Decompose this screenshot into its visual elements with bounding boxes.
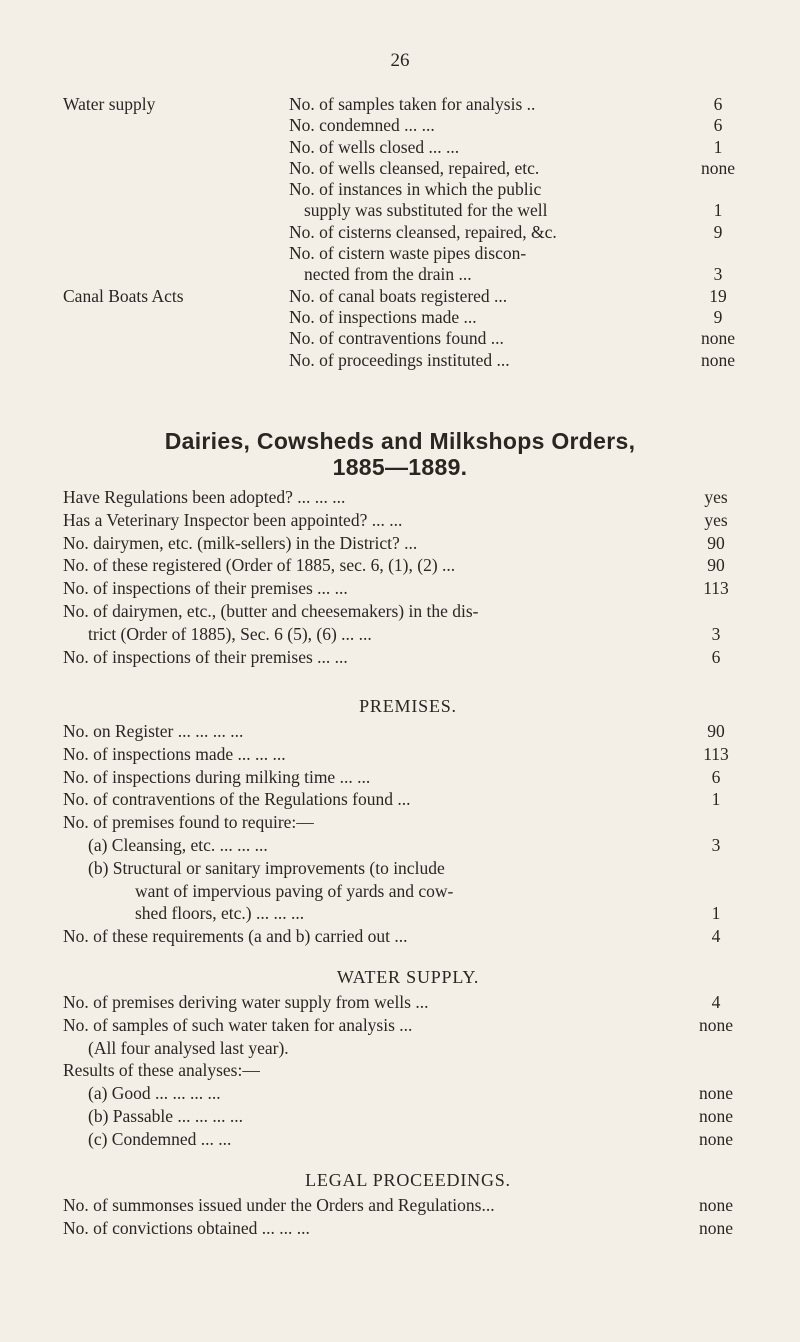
item-value: yes bbox=[704, 509, 728, 530]
item-text: trict (Order of 1885), Sec. 6 (5), (6) ... ... bbox=[88, 623, 372, 644]
legal-proceedings-section bbox=[63, 1166, 753, 1240]
row-value: 9 bbox=[713, 221, 723, 242]
item-text: No. of premises found to require:— bbox=[63, 812, 314, 833]
item-value: 90 bbox=[707, 721, 725, 741]
item-value: 4 bbox=[711, 992, 721, 1012]
table-row bbox=[63, 137, 753, 158]
item-text: No. of samples of such water taken for analysis ... bbox=[63, 1014, 413, 1035]
table-row bbox=[63, 158, 753, 179]
list-item bbox=[63, 925, 753, 948]
list-item bbox=[63, 532, 753, 555]
list-item bbox=[63, 720, 753, 743]
row-text: No. of canal boats registered ... bbox=[289, 285, 508, 306]
list-item bbox=[63, 646, 753, 669]
dairies-orders-title bbox=[70, 428, 730, 480]
list-item bbox=[63, 834, 753, 857]
list-item bbox=[63, 1059, 753, 1082]
item-value: 113 bbox=[703, 578, 729, 599]
item-text: (a) Good ... ... ... ... bbox=[88, 1083, 221, 1104]
row-value: none bbox=[700, 349, 736, 370]
dairies-title-line2: 1885—1889. bbox=[332, 454, 468, 480]
row-text: No. of cisterns cleansed, repaired, &c. bbox=[289, 221, 557, 242]
row-value: 3 bbox=[713, 264, 723, 285]
item-value: none bbox=[698, 1195, 734, 1215]
item-value: none bbox=[698, 1217, 734, 1238]
list-item bbox=[63, 1037, 753, 1060]
item-value: none bbox=[698, 1105, 734, 1126]
item-value: 6 bbox=[711, 646, 721, 667]
item-text: (a) Cleansing, etc. ... ... ... bbox=[88, 834, 268, 855]
table-row bbox=[63, 179, 753, 200]
table-row bbox=[63, 286, 753, 307]
water-supply-section bbox=[63, 963, 753, 1151]
list-item bbox=[63, 902, 753, 925]
item-value: 1 bbox=[711, 789, 721, 810]
item-text: No. of inspections of their premises ... ... bbox=[63, 646, 348, 667]
item-text: No. of contraventions of the Regulations found ... bbox=[63, 789, 411, 810]
row-value: none bbox=[700, 157, 736, 178]
item-value: none bbox=[698, 1014, 734, 1035]
dairies-rows bbox=[63, 486, 753, 668]
item-value: 3 bbox=[711, 623, 721, 644]
row-value: 1 bbox=[713, 136, 723, 157]
row-value: 6 bbox=[713, 115, 723, 136]
row-text: No. of inspections made ... bbox=[289, 306, 477, 327]
row-text: supply was substituted for the well bbox=[304, 200, 548, 221]
list-item bbox=[63, 486, 753, 509]
item-value: none bbox=[698, 1128, 734, 1149]
list-item bbox=[63, 1128, 753, 1151]
list-item bbox=[63, 509, 753, 532]
list-item bbox=[63, 788, 753, 811]
item-text: No. of these registered (Order of 1885, sec. 6, (1), (2) ... bbox=[63, 555, 456, 576]
item-text: (c) Condemned ... ... bbox=[88, 1128, 232, 1149]
row-category: Water supply bbox=[63, 94, 156, 114]
item-value: 4 bbox=[711, 926, 721, 947]
row-text: No. of samples taken for analysis .. bbox=[289, 94, 536, 114]
row-text: No. of contraventions found ... bbox=[289, 328, 504, 349]
list-item bbox=[63, 1014, 753, 1037]
row-value: 9 bbox=[713, 306, 723, 327]
item-value: 6 bbox=[711, 766, 721, 787]
item-text: No. of these requirements (a and b) carried out ... bbox=[63, 926, 408, 947]
item-text: No. of summonses issued under the Orders and Regulations... bbox=[63, 1195, 495, 1215]
row-text: No. of instances in which the public bbox=[289, 179, 542, 200]
item-value: 113 bbox=[703, 743, 729, 764]
row-value: 1 bbox=[713, 200, 723, 221]
table-row bbox=[63, 94, 753, 115]
page-number: 26 bbox=[390, 50, 410, 71]
item-value: 1 bbox=[711, 903, 721, 924]
item-text: shed floors, etc.) ... ... ... bbox=[135, 903, 305, 924]
item-text: No. of convictions obtained ... ... ... bbox=[63, 1217, 310, 1238]
item-text: want of impervious paving of yards and cow- bbox=[135, 880, 454, 901]
item-text: No. of inspections during milking time ... ... bbox=[63, 766, 371, 787]
water-supply-heading: WATER SUPPLY. bbox=[336, 967, 480, 987]
item-value: none bbox=[698, 1083, 734, 1104]
premises-section bbox=[63, 692, 753, 948]
list-item bbox=[63, 600, 753, 623]
item-value: 90 bbox=[707, 555, 725, 576]
list-item bbox=[63, 857, 753, 880]
list-item bbox=[63, 811, 753, 834]
item-text: Has a Veterinary Inspector been appointed? ... ... bbox=[63, 509, 403, 530]
table-row bbox=[63, 350, 753, 371]
list-item bbox=[63, 991, 753, 1014]
list-item bbox=[63, 1217, 753, 1240]
item-text: No. of inspections of their premises ... ... bbox=[63, 578, 348, 599]
row-text: No. of proceedings instituted ... bbox=[289, 349, 510, 370]
row-value: none bbox=[700, 328, 736, 349]
row-category: Canal Boats Acts bbox=[63, 285, 184, 306]
item-text: (All four analysed last year). bbox=[88, 1037, 289, 1058]
legal-proceedings-heading: LEGAL PROCEEDINGS. bbox=[305, 1170, 511, 1190]
item-value: 90 bbox=[707, 532, 725, 553]
row-text: No. of wells cleansed, repaired, etc. bbox=[289, 157, 540, 178]
list-item bbox=[63, 1194, 753, 1217]
row-value: 19 bbox=[709, 285, 727, 306]
row-text: No. condemned ... ... bbox=[289, 115, 435, 136]
list-item bbox=[63, 1105, 753, 1128]
dairies-title-line1: Dairies, Cowsheds and Milkshops Orders, bbox=[164, 428, 636, 454]
water-canal-table bbox=[63, 94, 753, 371]
item-text: (b) Structural or sanitary improvements (to include bbox=[88, 857, 445, 878]
row-text: No. of wells closed ... ... bbox=[289, 136, 460, 157]
item-text: Results of these analyses:— bbox=[63, 1060, 260, 1081]
list-item bbox=[63, 623, 753, 646]
item-text: No. of premises deriving water supply from wells ... bbox=[63, 992, 429, 1012]
table-row bbox=[63, 200, 753, 221]
item-value: yes bbox=[704, 487, 728, 507]
list-item bbox=[63, 766, 753, 789]
row-text: nected from the drain ... bbox=[304, 264, 472, 285]
item-text: (b) Passable ... ... ... ... bbox=[88, 1105, 244, 1126]
item-value: 3 bbox=[711, 834, 721, 855]
list-item bbox=[63, 554, 753, 577]
item-text: No. of dairymen, etc., (butter and cheesemakers) in the dis- bbox=[63, 600, 479, 621]
premises-heading: PREMISES. bbox=[359, 696, 457, 716]
row-value: 6 bbox=[713, 94, 723, 114]
list-item bbox=[63, 743, 753, 766]
item-text: No. of inspections made ... ... ... bbox=[63, 743, 286, 764]
item-text: Have Regulations been adopted? ... ... ... bbox=[63, 487, 346, 507]
item-text: No. dairymen, etc. (milk-sellers) in the District? ... bbox=[63, 532, 418, 553]
table-row bbox=[63, 115, 753, 136]
table-row bbox=[63, 328, 753, 349]
table-row bbox=[63, 264, 753, 285]
table-row bbox=[63, 307, 753, 328]
table-row bbox=[63, 222, 753, 243]
list-item bbox=[63, 1082, 753, 1105]
row-text: No. of cistern waste pipes discon- bbox=[289, 243, 527, 264]
item-text: No. on Register ... ... ... ... bbox=[63, 721, 244, 741]
list-item bbox=[63, 577, 753, 600]
list-item bbox=[63, 880, 753, 903]
table-row bbox=[63, 243, 753, 264]
